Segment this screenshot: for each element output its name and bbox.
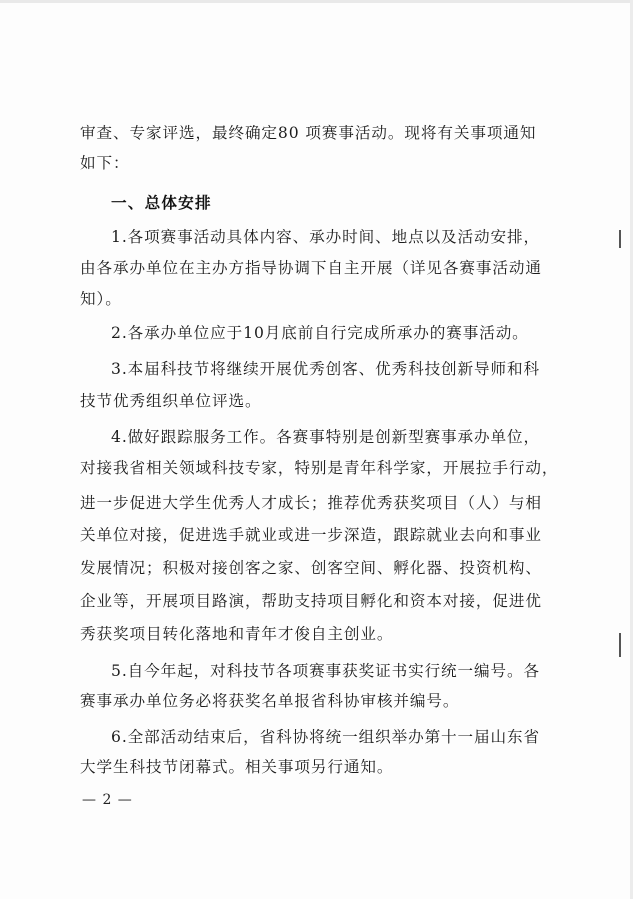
body-text-line: 5.自今年起，对科技节各项赛事获奖证书实行统一编号。各 bbox=[111, 662, 541, 680]
body-text-line: 6.全部活动结束后，省科协将统一组织举办第十一届山东省 bbox=[111, 728, 541, 746]
page-number: — 2 — bbox=[82, 792, 133, 808]
body-text-line: 1.各项赛事活动具体内容、承办时间、地点以及活动安排， bbox=[111, 228, 541, 246]
body-text-line: 大学生科技节闭幕式。相关事项另行通知。 bbox=[80, 758, 394, 776]
scan-mark bbox=[619, 633, 621, 657]
body-text-line: 赛事承办单位务必将获奖名单报省科协审核并编号。 bbox=[80, 692, 460, 710]
body-text-line: 2.各承办单位应于10月底前自行完成所承办的赛事活动。 bbox=[111, 324, 529, 342]
scan-mark bbox=[619, 230, 621, 248]
body-text-line: 知）。 bbox=[80, 290, 122, 308]
body-text-line: 发展情况；积极对接创客之家、创客空间、孵化器、投资机构、 bbox=[80, 559, 542, 577]
body-text-line: 4.做好跟踪服务工作。各赛事特别是创新型赛事承办单位， bbox=[111, 428, 541, 446]
body-text-line: 秀获奖项目转化落地和青年才俊自主创业。 bbox=[80, 625, 394, 643]
body-text-line: 企业等，开展项目路演，帮助支持项目孵化和资本对接，促进优 bbox=[80, 592, 542, 610]
body-text-line: 对接我省相关领域科技专家，特别是青年科学家，开展拉手行动， bbox=[80, 459, 559, 477]
body-text-line: 如下： bbox=[80, 154, 130, 172]
section-heading: 一、总体安排 bbox=[111, 194, 212, 212]
body-text-line: 技节优秀组织单位评选。 bbox=[80, 392, 262, 410]
scan-edge bbox=[0, 0, 633, 3]
body-text-line: 审查、专家评选，最终确定80 项赛事活动。现将有关事项通知 bbox=[80, 124, 537, 142]
body-text-line: 关单位对接，促进选手就业或进一步深造，跟踪就业去向和事业 bbox=[80, 526, 542, 544]
body-text-line: 3.本届科技节将继续开展优秀创客、优秀科技创新导师和科 bbox=[111, 360, 541, 378]
body-text-line: 进一步促进大学生优秀人才成长；推荐优秀获奖项目（人）与相 bbox=[80, 494, 542, 512]
body-text-line: 由各承办单位在主办方指导协调下自主开展（详见各赛事活动通 bbox=[80, 259, 542, 277]
